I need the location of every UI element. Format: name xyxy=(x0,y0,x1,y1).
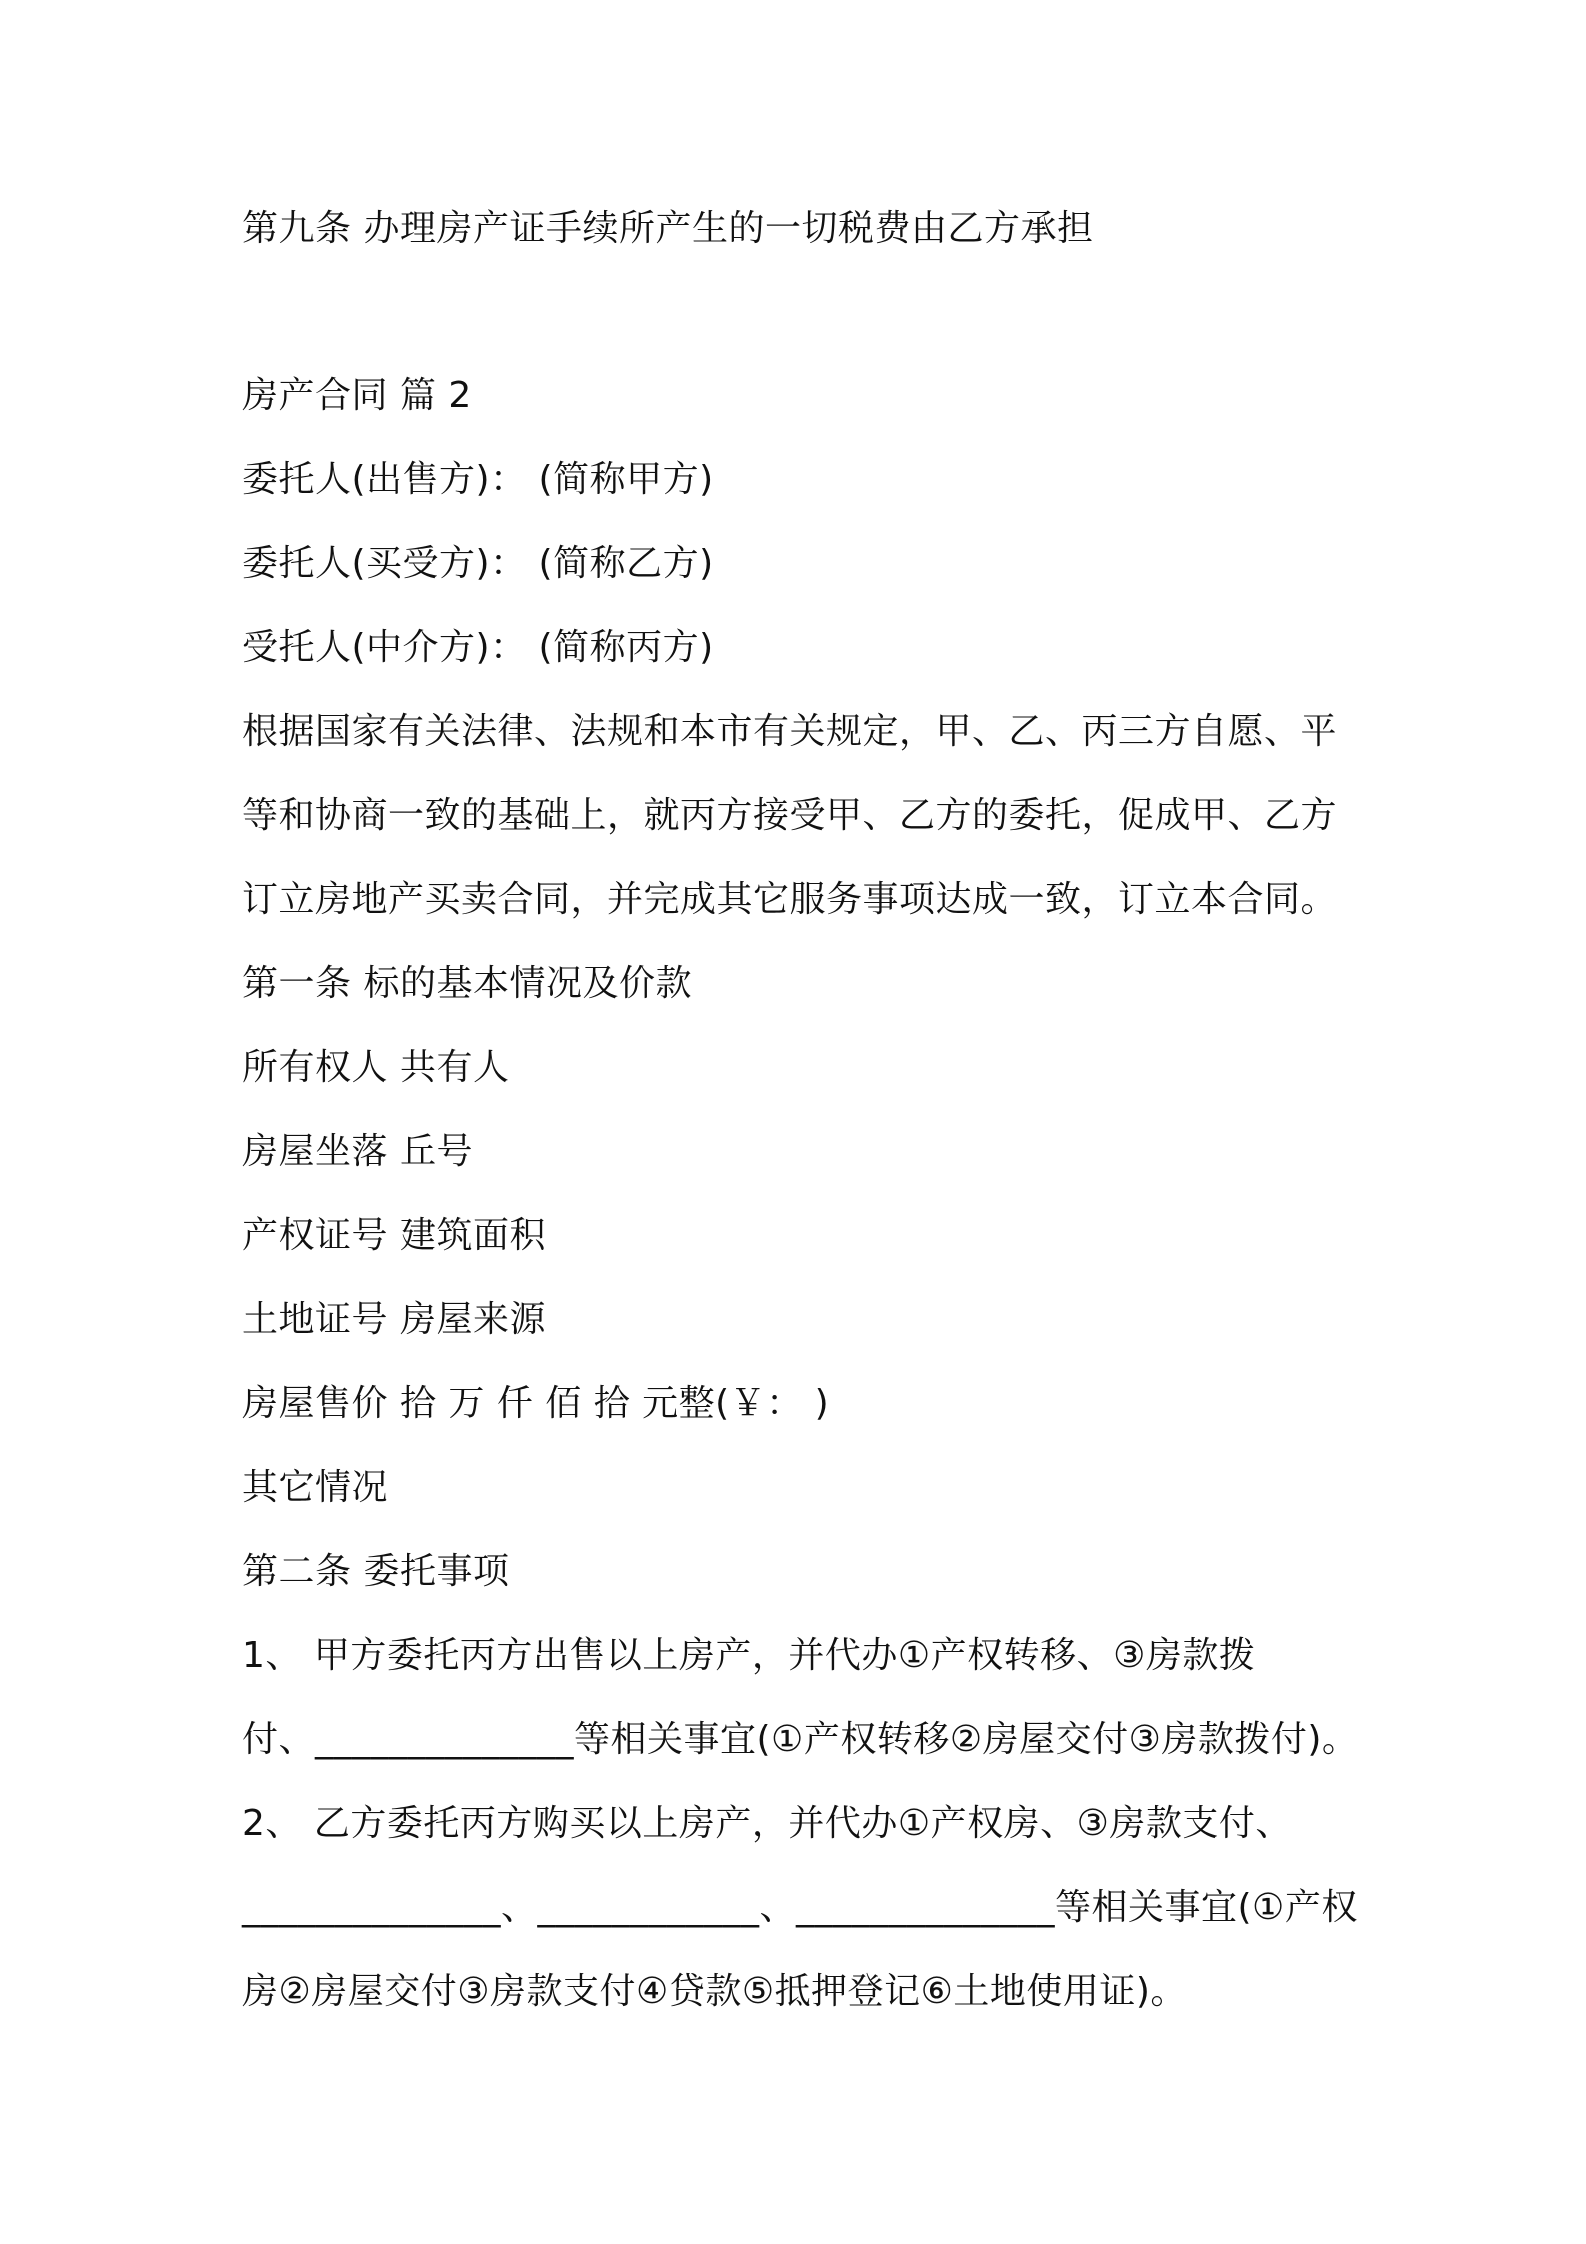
preamble-line-1: 根据国家有关法律、法规和本市有关规定，甲、乙、丙三方自愿、平 xyxy=(242,711,1338,752)
owner-line: 所有权人 共有人 xyxy=(242,1047,510,1088)
price-line: 房屋售价 拾 万 仟 佰 拾 元整(￥： ) xyxy=(242,1383,830,1424)
certificate-line: 产权证号 建筑面积 xyxy=(242,1215,546,1256)
land-certificate-line: 土地证号 房屋来源 xyxy=(242,1299,546,1340)
contract-title: 房产合同 篇 2 xyxy=(242,375,472,416)
agent-line: 受托人(中介方)： (简称丙方) xyxy=(242,627,714,668)
item-1-line-1: 1、 甲方委托丙方出售以上房产，并代办①产权转移、③房款拨 xyxy=(242,1635,1256,1676)
preamble-line-2: 等和协商一致的基础上，就丙方接受甲、乙方的委托，促成甲、乙方 xyxy=(242,795,1338,836)
item-2-line-2: ______________、____________、______________等相关事宜(①产权 xyxy=(242,1887,1358,1928)
article-1-heading: 第一条 标的基本情况及价款 xyxy=(242,963,692,1004)
item-2-line-1: 2、 乙方委托丙方购买以上房产，并代办①产权房、③房款支付、 xyxy=(242,1803,1292,1844)
preamble-line-3: 订立房地产买卖合同，并完成其它服务事项达成一致，订立本合同。 xyxy=(242,879,1338,920)
article-9-line: 第九条 办理房产证手续所产生的一切税费由乙方承担 xyxy=(242,208,1094,249)
seller-line: 委托人(出售方)： (简称甲方) xyxy=(242,459,714,500)
article-2-heading: 第二条 委托事项 xyxy=(242,1551,510,1592)
item-1-line-2: 付、______________等相关事宜(①产权转移②房屋交付③房款拨付)。 xyxy=(242,1719,1359,1760)
item-2-line-3: 房②房屋交付③房款支付④贷款⑤抵押登记⑥土地使用证)。 xyxy=(242,1971,1187,2012)
buyer-line: 委托人(买受方)： (简称乙方) xyxy=(242,543,714,584)
other-info-line: 其它情况 xyxy=(242,1467,389,1508)
location-line: 房屋坐落 丘号 xyxy=(242,1131,473,1172)
